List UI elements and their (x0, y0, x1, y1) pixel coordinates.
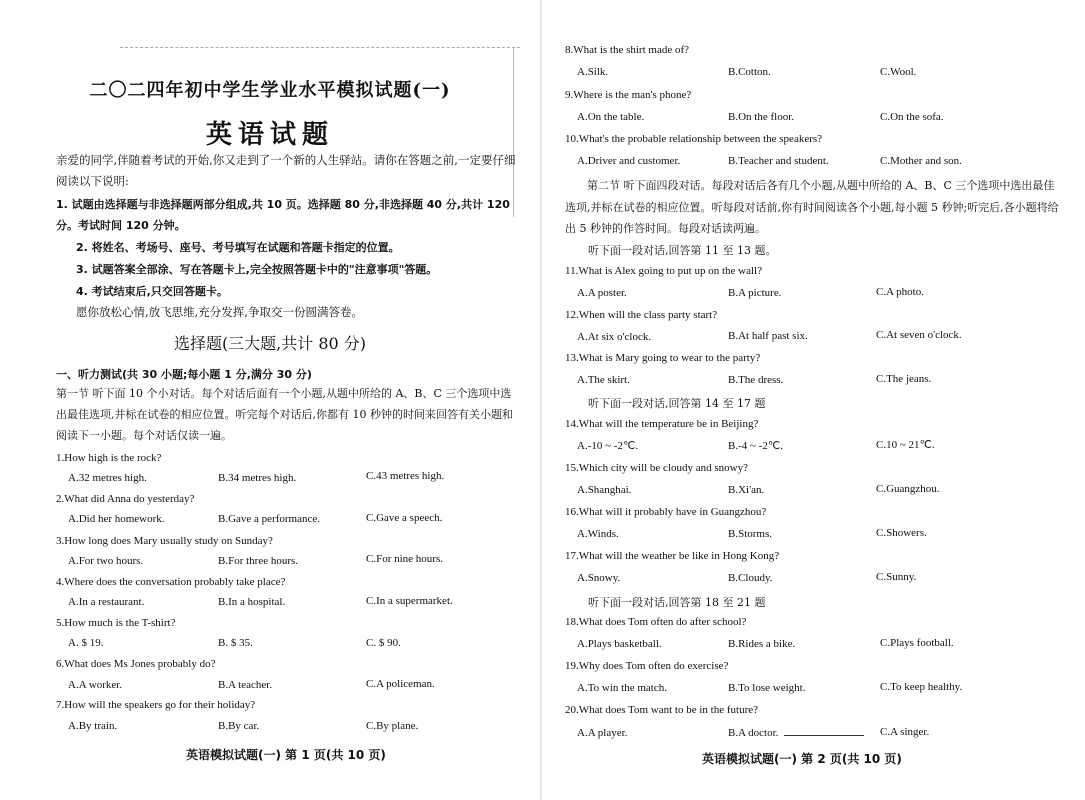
question-19: 19.Why does Tom often do exercise? (565, 660, 729, 672)
option-c: C.A singer. (880, 726, 930, 738)
dialogue-note: 听下面一段对话,回答第 11 至 13 题。 (588, 244, 777, 257)
option-a: A.32 metres high. (68, 472, 147, 484)
option-a: A.On the table. (577, 111, 645, 123)
option-c: C.Gave a speech. (366, 512, 443, 524)
part-title: 一、听力测试(共 30 小题;每小题 1 分,满分 30 分) (56, 368, 312, 381)
option-a: A.Plays basketball. (577, 638, 662, 650)
dialogue-note: 听下面一段对话,回答第 18 至 21 题 (588, 596, 766, 609)
question-16: 16.What will it probably have in Guangzhou? (565, 506, 767, 518)
instruction-4: 4. 考试结束后,只交回答题卡。 (76, 285, 228, 298)
option-a: A.To win the match. (577, 682, 667, 694)
option-c: C.Mother and son. (880, 155, 962, 167)
option-a: A.At six o'clock. (577, 331, 652, 343)
option-a: A.-10 ~ -2℃. (577, 440, 639, 452)
option-a: A.Did her homework. (68, 513, 165, 525)
exam-page-2 (548, 0, 1085, 800)
option-a: A.A worker. (68, 679, 123, 691)
option-c: C.At seven o'clock. (876, 329, 962, 341)
question-5: 5.How much is the T-shirt? (56, 617, 176, 629)
option-b: B. $ 35. (218, 637, 253, 649)
option-a: A. $ 19. (68, 637, 104, 649)
option-c: C.For nine hours. (366, 553, 443, 565)
answer-blank-line (784, 735, 864, 736)
page-footer: 英语模拟试题(一) 第 1 页(共 10 页) (186, 748, 386, 762)
option-b: B.Gave a performance. (218, 513, 321, 525)
option-b: B.-4 ~ -2℃. (728, 440, 783, 452)
option-a: A.Shanghai. (577, 484, 632, 496)
instruction-1: 1. 试题由选择题与非选择题两部分组成,共 10 页。选择题 80 分,非选择题 40 分,共计 120 分。考试时间 120 分钟。 (56, 198, 510, 232)
option-a: A.For two hours. (68, 555, 144, 567)
question-6: 6.What does Ms Jones probably do? (56, 658, 216, 670)
exam-title: 二〇二四年初中学生学业水平模拟试题(一) (89, 80, 451, 101)
option-c: C.By plane. (366, 720, 419, 732)
option-b: B.Rides a bike. (728, 638, 796, 650)
page-divider (540, 0, 542, 800)
option-c: C.The jeans. (876, 373, 932, 385)
closing-text: 愿你放松心情,放飞思维,充分发挥,争取交一份圆满答卷。 (76, 305, 363, 319)
instruction-3: 3. 试题答案全部涂、写在答题卡上,完全按照答题卡中的"注意事项"答题。 (76, 263, 438, 276)
question-3: 3.How long does Mary usually study on Sunday? (56, 535, 273, 547)
option-b: B.Storms. (728, 528, 773, 540)
exam-subject-title: 英语试题 (205, 120, 334, 150)
question-8: 8.What is the shirt made of? (565, 44, 690, 56)
option-b: B.At half past six. (728, 330, 808, 342)
option-a: A.Silk. (577, 66, 609, 78)
question-13: 13.What is Mary going to wear to the party? (565, 352, 761, 364)
option-a: A.A poster. (577, 287, 627, 299)
dialogue-note: 听下面一段对话,回答第 14 至 17 题 (588, 397, 766, 410)
option-b-text: B.A doctor. (728, 727, 779, 739)
page-footer: 英语模拟试题(一) 第 2 页(共 10 页) (702, 752, 902, 766)
option-c: C.A policeman. (366, 678, 435, 690)
option-c: C.Showers. (876, 527, 927, 539)
option-b (728, 727, 864, 739)
option-c: C.Wool. (880, 66, 917, 78)
option-c: C.Plays football. (880, 637, 954, 649)
option-c: C.Sunny. (876, 571, 917, 583)
question-20: 20.What does Tom want to be in the future? (565, 704, 759, 716)
question-7: 7.How will the speakers go for their holiday? (56, 699, 256, 711)
question-10: 10.What's the probable relationship between the speakers? (565, 133, 823, 145)
option-b: B.On the floor. (728, 111, 794, 123)
question-11: 11.What is Alex going to put up on the wall? (565, 265, 762, 277)
option-b: B.Teacher and student. (728, 155, 829, 167)
option-b: B.In a hospital. (218, 596, 286, 608)
question-1: 1.How high is the rock? (56, 452, 162, 464)
option-c: C.On the sofa. (880, 111, 944, 123)
option-b: B.For three hours. (218, 555, 299, 567)
option-c: C.43 metres high. (366, 470, 445, 482)
question-18: 18.What does Tom often do after school? (565, 616, 747, 628)
option-a: A.A player. (577, 727, 628, 739)
section-title: 选择题(三大题,共计 80 分) (173, 334, 367, 353)
option-b: B.Cotton. (728, 66, 771, 78)
option-c: C.A photo. (876, 286, 924, 298)
question-17: 17.What will the weather be like in Hong Kong? (565, 550, 780, 562)
exam-page-1 (0, 0, 540, 800)
option-a: A.The skirt. (577, 374, 630, 386)
option-c: C.10 ~ 21℃. (876, 439, 935, 451)
question-4: 4.Where does the conversation probably take place? (56, 576, 286, 588)
question-2: 2.What did Anna do yesterday? (56, 493, 195, 505)
question-9: 9.Where is the man's phone? (565, 89, 692, 101)
option-c: C.In a supermarket. (366, 595, 453, 607)
option-b: B.Cloudy. (728, 572, 773, 584)
option-a: A.By train. (68, 720, 118, 732)
greeting-text: 亲爱的同学,伴随着考试的开始,你又走到了一个新的人生驿站。请你在答题之前,一定要仔细阅读以下说明: (56, 153, 516, 188)
option-b: B.The dress. (728, 374, 784, 386)
decorative-border (120, 47, 520, 48)
part2-intro: 第二节 听下面四段对话。每段对话后各有几个小题,从题中所给的 A、B、C 三个选项中选出最佳选项,并标在试卷的相应位置。听每段对话前,你有时间阅读各个小题,每小题 5 秒钟;听完后,各小题将给出 5 秒钟的作答时间。每段对话读两遍。 (565, 179, 1059, 235)
option-b: B.By car. (218, 720, 260, 732)
option-c: C.Guangzhou. (876, 483, 940, 495)
option-b: B.Xi'an. (728, 484, 765, 496)
option-a: A.Driver and customer. (577, 155, 681, 167)
question-14: 14.What will the temperature be in Beijing? (565, 418, 759, 430)
option-c: C. $ 90. (366, 637, 401, 649)
option-b: B.34 metres high. (218, 472, 297, 484)
option-b: B.A teacher. (218, 679, 273, 691)
option-a: A.Winds. (577, 528, 619, 540)
instruction-2: 2. 将姓名、考场号、座号、考号填写在试题和答题卡指定的位置。 (76, 241, 400, 254)
option-a: A.Snowy. (577, 572, 621, 584)
option-b: B.To lose weight. (728, 682, 806, 694)
option-c: C.To keep healthy. (880, 681, 963, 693)
option-a: A.In a restaurant. (68, 596, 145, 608)
part1-intro: 第一节 听下面 10 个小对话。每个对话后面有一个小题,从题中所给的 A、B、C 三个选项中选出最佳选项,并标在试卷的相应位置。听完每个对话后,你都有 10 秒钟的时间来回答有关小题和阅读下一小题。每个对话仅读一遍。 (56, 387, 513, 442)
question-15: 15.Which city will be cloudy and snowy? (565, 462, 748, 474)
option-b: B.A picture. (728, 287, 782, 299)
question-12: 12.When will the class party start? (565, 309, 718, 321)
